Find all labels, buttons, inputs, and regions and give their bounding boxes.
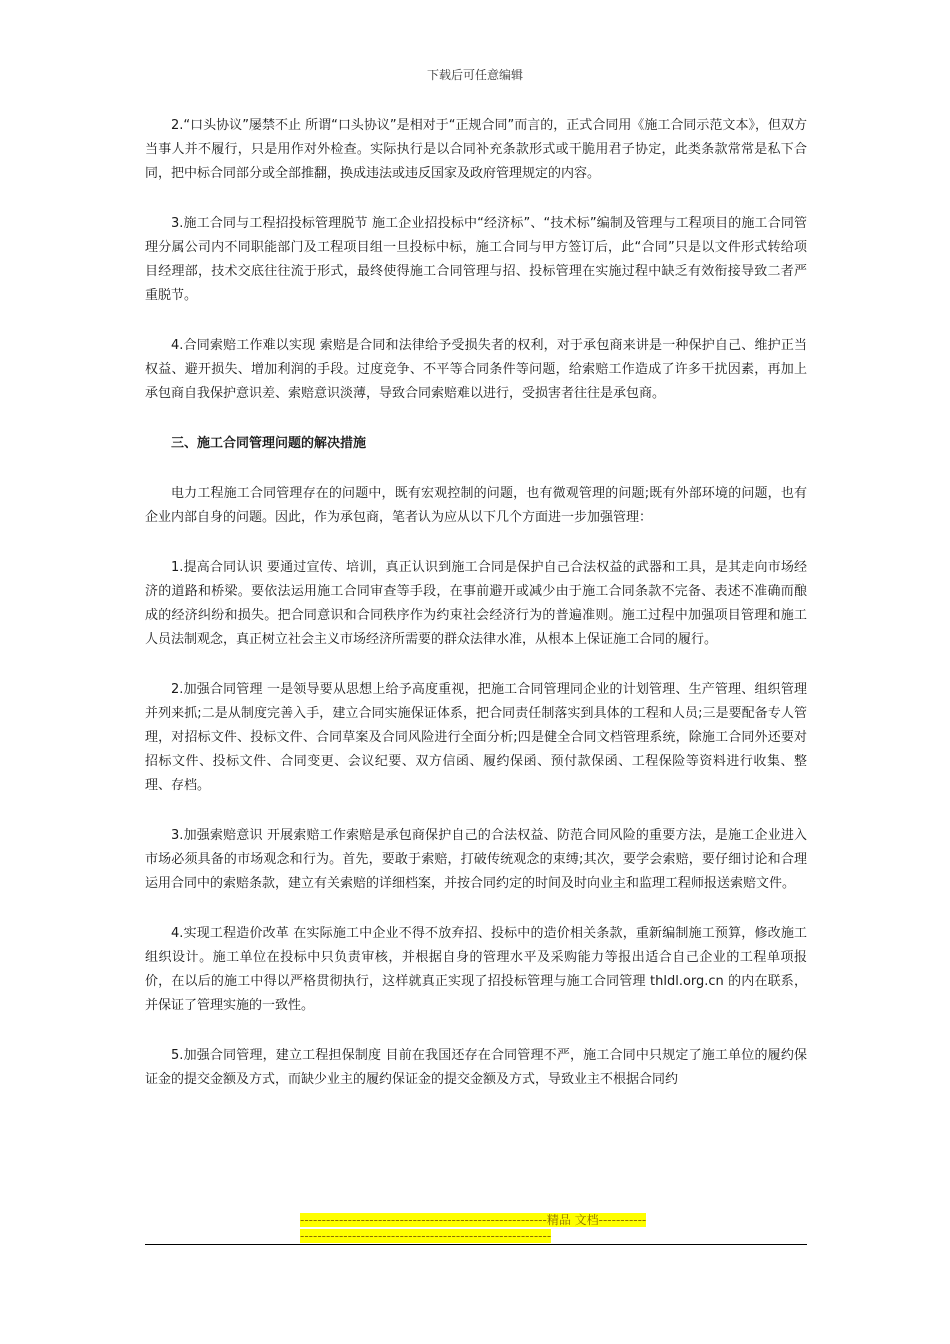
paragraph: 3.施工合同与工程招投标管理脱节 施工企业招投标中“经济标”、“技术标”编制及管理与工程项目的施工合同管理分属公司内不同职能部门及工程项目组一旦投标中标，施工合同与甲方签订后，此“合同”只是以文件形式转给项目经理部，技术交底往往流于形式，最终使得施工合同管理与招、投标管理在实施过程中缺乏有效衔接导致二者严重脱节。 [145,216,807,303]
footer-watermark [300,1212,650,1244]
page-header: 下载后可任意编辑 [426,68,523,82]
footer-text: ---------------------------------------------------------精品 文档--------------------------------------------------------------------- [300,1213,647,1243]
document-body [145,114,807,1118]
paragraph: 1.提高合同认识 要通过宣传、培训，真正认识到施工合同是保护自己合法权益的武器和工具，是其走向市场经济的道路和桥梁。要依法运用施工合同审查等手段，在事前避开或减少由于施工合同条款不完备、表述不准确而酿成的经济纠纷和损失。把合同意识和合同秩序作为约束社会经济行为的普遍准则。施工过程中加强项目管理和施工人员法制观念，真正树立社会主义市场经济所需要的群众法律水准，从根本上保证施工合同的履行。 [145,560,807,647]
paragraph: 5.加强合同管理，建立工程担保制度 目前在我国还存在合同管理不严，施工合同中只规定了施工单位的履约保证金的提交金额及方式，而缺少业主的履约保证金的提交金额及方式，导致业主不根据合同约 [145,1048,807,1087]
paragraph: 电力工程施工合同管理存在的问题中，既有宏观控制的问题，也有微观管理的问题;既有外部环境的问题，也有企业内部自身的问题。因此，作为承包商，笔者认为应从以下几个方面进一步加强管理： [145,486,807,525]
paragraph: 4.实现工程造价改革 在实际施工中企业不得不放弃招、投标中的造价相关条款，重新编制施工预算，修改施工组织设计。施工单位在投标中只负责审核，并根据自身的管理水平及采购能力等报出适合自己企业的工程单项报价，在以后的施工中得以严格贯彻执行，这样就真正实现了招投标管理与施工合同管理 thldl.org.cn 的内在联系，并保证了管理实施的一致性。 [145,926,807,1013]
paragraph: 2.“口头协议”屡禁不止 所谓“口头协议”是相对于“正规合同”而言的，正式合同用《施工合同示范文本》，但双方当事人并不履行，只是用作对外检查。实际执行是以合同补充条款形式或干脆用君子协定，此类条款常常是私下合同，把中标合同部分或全部推翻，换成违法或违反国家及政府管理规定的内容。 [145,118,807,181]
paragraph: 4.合同索赔工作难以实现 索赔是合同和法律给予受损失者的权利，对于承包商来讲是一种保护自己、维护正当权益、避开损失、增加利润的手段。过度竞争、不平等合同条件等问题，给索赔工作造成了许多干扰因素，再加上承包商自我保护意识差、索赔意识淡薄，导致合同索赔难以进行，受损害者往往是承包商。 [145,338,807,401]
footer-rule [145,1244,807,1245]
section-heading: 三、施工合同管理问题的解决措施 [171,436,367,451]
paragraph: 2.加强合同管理 一是领导要从思想上给予高度重视，把施工合同管理同企业的计划管理、生产管理、组织管理并列来抓;二是从制度完善入手，建立合同实施保证体系，把合同责任制落实到具体的工程和人员;三是要配备专人管理，对招标文件、投标文件、合同草案及合同风险进行全面分析;四是健全合同文档管理系统，除施工合同外还要对招标文件、投标文件、合同变更、会议纪要、双方信函、履约保函、预付款保函、工程保险等资料进行收集、整理、存档。 [145,682,807,793]
paragraph: 3.加强索赔意识 开展索赔工作索赔是承包商保护自己的合法权益、防范合同风险的重要方法，是施工企业进入市场必须具备的市场观念和行为。首先，要敢于索赔，打破传统观念的束缚;其次，要学会索赔，要仔细讨论和合理运用合同中的索赔条款，建立有关索赔的详细档案，并按合同约定的时间及时向业主和监理工程师报送索赔文件。 [145,828,807,891]
